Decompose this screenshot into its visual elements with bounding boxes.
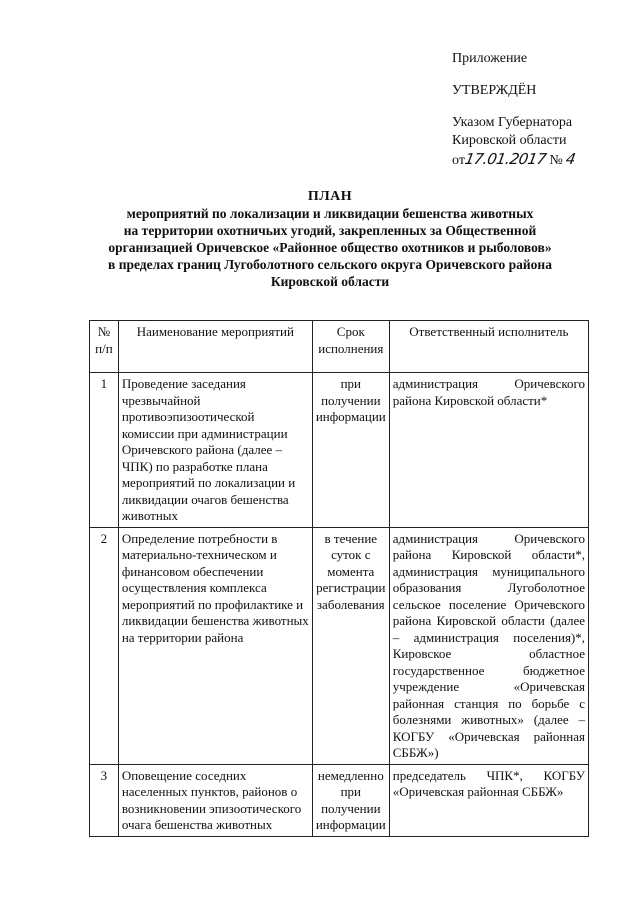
approved-label: УТВЕРЖДЁН: [452, 83, 537, 98]
title-line-2: на территории охотничьих угодий, закрепленных за Общественной: [123, 223, 537, 238]
title-line-3: организацией Оричевское «Районное общество охотников и рыболовов»: [108, 240, 552, 255]
table-header-row: [90, 321, 589, 373]
row-executor: администрация Оричевского района Кировской области*, администрация муниципального образования Лугоболотное сельское поселение Оричевского района Кировской области (далее – администрация поселения)*, Кировское областное государственное бюджетное учреждение «Оричевская районная станция по борьбе с болезнями животных» (далее – КОГБУ «Оричевская районная СББЖ»): [389, 527, 588, 764]
row-measure: Проведение заседания чрезвычайной противоэпизоотической комиссии при администрации Оричевского района (далее – ЧПК) по разработке плана мероприятий по локализации и ликвидации очагов бешенства животных: [118, 373, 312, 528]
handwritten-date: 17.01.2017: [463, 150, 548, 168]
table-row: [90, 764, 589, 836]
header-num: № п/п: [90, 321, 119, 373]
document-title: [80, 188, 580, 290]
measures-table: [89, 320, 589, 837]
table-row: [90, 527, 589, 764]
title-line-5: Кировской области: [270, 274, 390, 289]
decree-line-2: Кировской области: [452, 133, 567, 148]
decree-date-line: [452, 150, 632, 170]
row-measure: Оповещение соседних населенных пунктов, районов о возникновении эпизоотического очага бешенства животных: [118, 764, 312, 836]
row-num: 1: [90, 373, 119, 528]
row-executor: администрация Оричевского района Кировской области*: [389, 373, 588, 528]
approval-block: [452, 50, 632, 170]
table-row: [90, 373, 589, 528]
title-line-4: в пределах границ Лугоболотного сельского округа Оричевского района: [108, 257, 552, 272]
title-line-1: мероприятий по локализации и ликвидации бешенства животных: [126, 206, 534, 221]
appendix-label: Приложение: [452, 51, 528, 66]
header-executor: Ответственный исполнитель: [389, 321, 588, 373]
date-prefix: от: [452, 153, 465, 168]
row-term: немедленно при получении информации: [312, 764, 389, 836]
row-term: в течение суток с момента регистрации заболевания: [312, 527, 389, 764]
row-executor: председатель ЧПК*, КОГБУ «Оричевская районная СББЖ»: [389, 764, 588, 836]
row-measure: Определение потребности в материально-техническом и финансовом обеспечении осуществления комплекса мероприятий по профилактике и ликвидации бешенства животных на территории района: [118, 527, 312, 764]
row-num: 2: [90, 527, 119, 764]
number-prefix: №: [549, 153, 563, 168]
header-name: Наименование мероприятий: [118, 321, 312, 373]
decree-line-1: Указом Губернатора: [452, 115, 573, 130]
handwritten-number: 4: [564, 150, 577, 168]
row-num: 3: [90, 764, 119, 836]
plan-heading: ПЛАН: [307, 189, 353, 204]
header-term: Срок исполнения: [312, 321, 389, 373]
row-term: при получении информации: [312, 373, 389, 528]
